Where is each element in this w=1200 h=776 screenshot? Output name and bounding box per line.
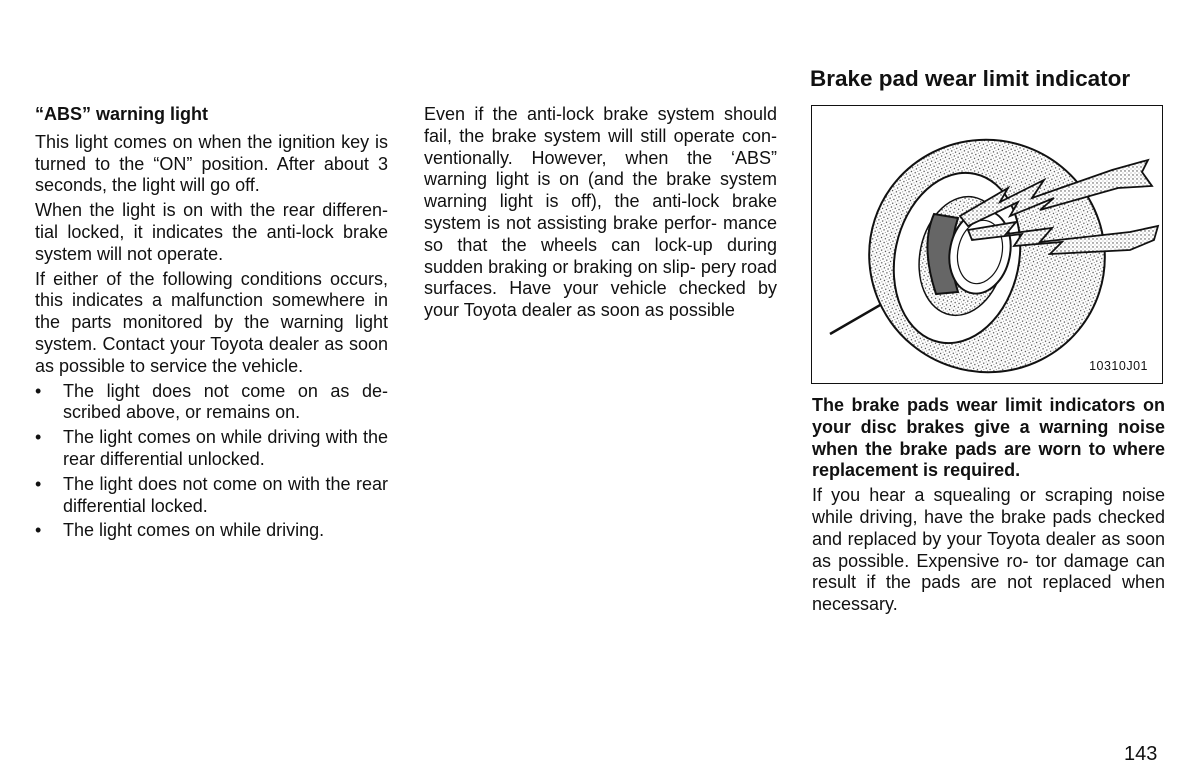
list-item: • The light comes on while driving. bbox=[35, 520, 388, 542]
list-item: • The light does not come on with the rear differential locked. bbox=[35, 474, 388, 518]
right-column bbox=[812, 395, 1165, 619]
page-number: 143 bbox=[1124, 743, 1158, 765]
left-column bbox=[35, 104, 388, 545]
paragraph-ignition: This light comes on when the ignition key is turned to the “ON” position. After about 3 seconds, the light will go off. bbox=[35, 131, 388, 196]
brake-pad-illustration bbox=[811, 105, 1163, 384]
brake-wheel-drawing bbox=[812, 106, 1163, 384]
section-title: Brake pad wear limit indicator bbox=[810, 66, 1131, 91]
paragraph-malfunction: If either of the following conditions occurs, this indicates a malfunction somewhere in the parts monitored by the warning light system. Contact your Toyota dealer as soon as possible to service the vehicle. bbox=[35, 268, 388, 376]
paragraph-abs-failure: Even if the anti-lock brake system should fail, the brake system will still operate con- ventionally. However, when the ‘ABS” warning light is on (and the brake system warning light is off), the anti-lock brake system is not assisting brake perfor- mance so that the wheels can lock-up during sudden braking or braking on slip- pery road surfaces. Have your vehicle checked by your Toyota dealer as soon as possible bbox=[424, 104, 777, 321]
paragraph-replacement: If you hear a squealing or scraping noise while driving, have the brake pads checked and replaced by your Toyota dealer as soon as possible. Expensive ro- tor damage can result if the pads are not replaced when necessary. bbox=[812, 485, 1165, 615]
condition-list bbox=[35, 381, 388, 543]
figure-code: 10310J01 bbox=[1089, 359, 1148, 373]
list-item: • The light does not come on as de- scribed above, or remains on. bbox=[35, 381, 388, 425]
abs-warning-light-heading: “ABS” warning light bbox=[35, 104, 208, 124]
wear-indicator-summary: The brake pads wear limit indicators on your disc brakes give a warning noise when the brake pads are worn to where replacement is required. bbox=[812, 395, 1165, 481]
middle-column bbox=[424, 104, 777, 325]
list-item: • The light comes on while driving with the rear differential unlocked. bbox=[35, 427, 388, 471]
paragraph-differential: When the light is on with the rear differen- tial locked, it indicates the anti-lock brake system will not operate. bbox=[35, 200, 388, 264]
